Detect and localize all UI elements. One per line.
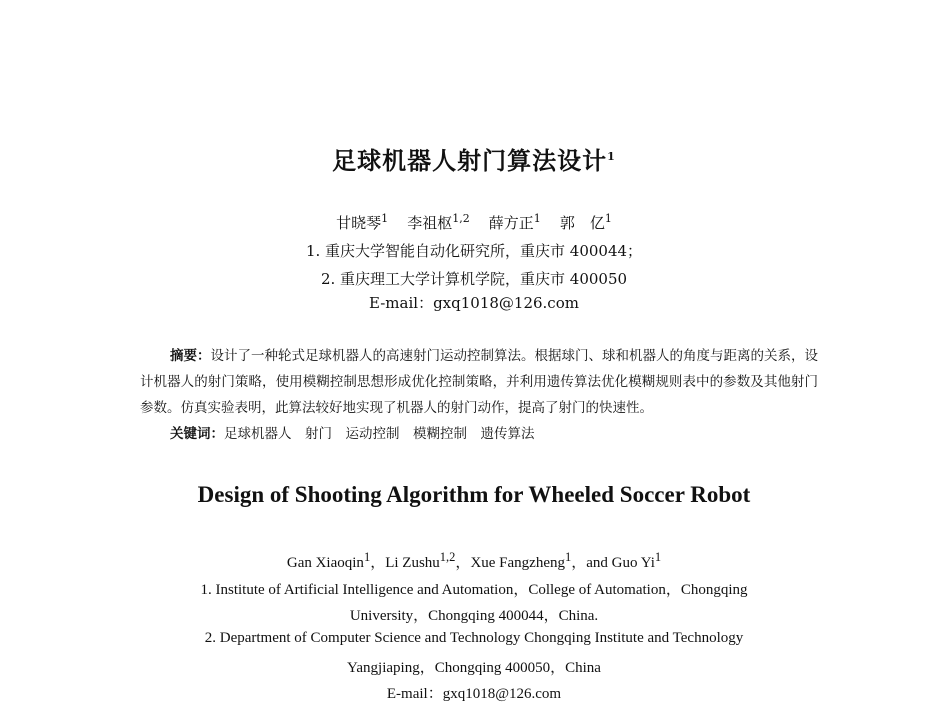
author-separator: ， — [455, 555, 471, 571]
english-affiliation-2-line-2: Yangjiaping，Chongqing 400050，China — [347, 660, 601, 676]
chinese-title-footnote: 1 — [607, 150, 616, 163]
author-name: Gan Xiaoqin — [286, 555, 364, 571]
author-affiliation-mark: 1 — [654, 550, 662, 564]
keywords-label: 关键词： — [170, 426, 224, 442]
abstract-text: 设计了一种轮式足球机器人的高速射门运动控制算法。根据球门、球和机器人的角度与距离的关系，设计机器人的射门策略，使用模糊控制思想形成优化控制策略，并利用遗传算法优化模糊规则表中的参数及其他射门参数。仿真实验表明，此算法较好地实现了机器人的射门动作，提高了射门的快速性。 — [140, 348, 818, 416]
author-affiliation-mark: 1 — [381, 212, 389, 225]
chinese-email: E-mail：gxq1018@126.com — [369, 294, 579, 312]
author-name: 甘晓琴 — [336, 214, 382, 232]
author-affiliation-mark: 1 — [604, 212, 612, 225]
author-name: 李祖枢 — [407, 214, 453, 232]
chinese-abstract — [140, 343, 818, 421]
author-name: 郭 亿 — [559, 214, 605, 232]
author-separator: ， — [370, 555, 386, 571]
author-affiliation-mark: 1,2 — [452, 212, 470, 225]
author-name: Guo Yi — [611, 555, 655, 571]
author-affiliation-mark: 1,2 — [439, 550, 456, 564]
author-separator: ，and — [571, 555, 612, 571]
chinese-title — [0, 141, 948, 176]
english-title: Design of Shooting Algorithm for Wheeled Soccer Robot — [197, 482, 751, 507]
abstract-label: 摘要： — [170, 348, 211, 364]
chinese-keywords — [170, 422, 535, 442]
chinese-authors — [0, 212, 948, 233]
author-affiliation-mark: 1 — [565, 550, 572, 564]
english-email: E-mail：gxq1018@126.com — [386, 686, 562, 702]
author-name: Li Zushu — [385, 555, 440, 571]
english-authors — [0, 550, 948, 572]
author-name: 薛方正 — [488, 214, 534, 232]
english-affiliation-1-line-2: University，Chongqing 400044，China. — [349, 608, 599, 624]
keywords-text: 足球机器人 射门 运动控制 模糊控制 遗传算法 — [224, 426, 535, 442]
author-name: Xue Fangzheng — [470, 555, 565, 571]
author-affiliation-mark: 1 — [533, 212, 541, 225]
chinese-affiliation-1: 1. 重庆大学智能自动化研究所，重庆市 400044； — [305, 242, 643, 260]
english-affiliation-2-line-1: 2. Department of Computer Science and Technology Chongqing Institute and Technology — [204, 630, 744, 646]
english-affiliation-1-line-1: 1. Institute of Artificial Intelligence and Automation，College of Automation，Chongqing — [200, 582, 748, 598]
chinese-affiliation-2: 2. 重庆理工大学计算机学院，重庆市 400050 — [320, 270, 628, 288]
chinese-title-text: 足球机器人射门算法设计 — [332, 146, 608, 175]
author-affiliation-mark: 1 — [363, 550, 371, 564]
